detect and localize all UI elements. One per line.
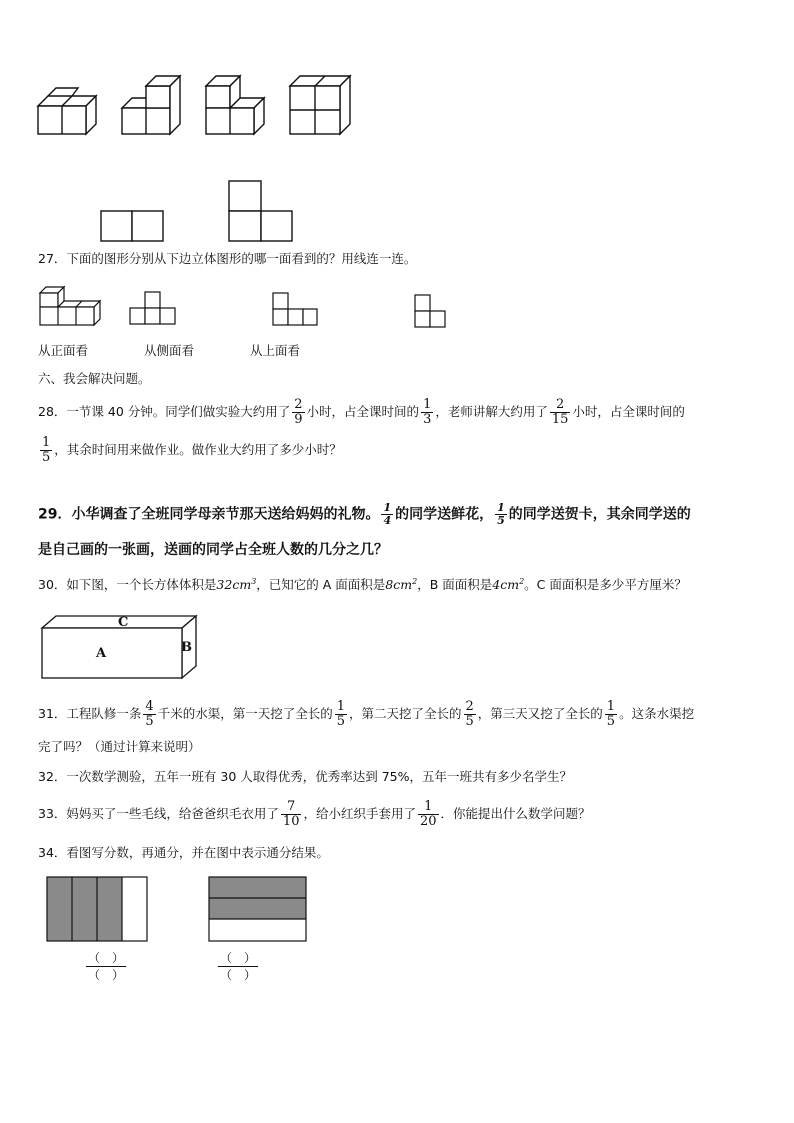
face-label-c: C (118, 615, 129, 630)
question-31-line1: 31．工程队修一条 $\frac{4}{5}$ 千米的水渠，第一天挖了全长的 $\frac{1}{5}$ ，第二天挖了全长的 $\frac{2}{5}$ ，第三天又挖了全长的 $\frac{1}{5}$ 。这条水渠挖 (38, 699, 695, 729)
question-29-line1: 29．小华调查了全班同学母亲节那天送给妈妈的礼物。 $\frac{1}{4}$ 的同学送鲜花， $\frac{1}{5}$ 的同学送贺卡，其余同学送的 (38, 501, 691, 527)
question-28-line1: 28．一节课 40 分钟。同学们做实验大约用了 $\frac{2}{9}$ 小时，占全课时间的 $\frac{1}{3}$ ，老师讲解大约用了 $\frac{2}{15}$ 小时，占全课时间的 (38, 397, 685, 427)
fraction-1-5: $\frac{1}{5}$ (42, 435, 51, 465)
q27-view-a (130, 291, 176, 325)
fraction-4-5: $\frac{4}{5}$ (145, 699, 154, 729)
section-heading: 六、我会解决问题。 (38, 371, 151, 386)
fraction-1-20: $\frac{1}{20}$ (419, 799, 437, 829)
q27-solid-figure (40, 285, 102, 327)
question-34: 34．看图写分数，再通分，并在图中表示通分结果。 (38, 845, 329, 860)
fraction-7-10: $\frac{7}{10}$ (282, 799, 300, 829)
question-33: 33．妈妈买了一些毛线，给爸爸织毛衣用了 $\frac{7}{10}$ ，给小红织手套用了 $\frac{1}{20}$ ．你能提出什么数学问题？ (38, 799, 591, 829)
q27-view-b (272, 292, 318, 326)
fraction-1-5-a: $\frac{1}{5}$ (336, 699, 345, 729)
fraction-diagram-vertical (46, 876, 150, 942)
fraction-1-3: $\frac{1}{3}$ (423, 397, 432, 427)
question-27: 27．下面的图形分别从下边立体图形的哪一面看到的？用线连一连。 (38, 251, 417, 266)
view-label-top: 从上面看 (250, 343, 301, 358)
face-label-a: A (96, 646, 107, 661)
view-figure-2 (228, 180, 294, 242)
solid-figure-4 (290, 76, 354, 136)
view-figure-1 (100, 210, 166, 242)
view-label-front: 从正面看 (38, 343, 89, 358)
view-label-side: 从侧面看 (144, 343, 195, 358)
solid-figure-2 (122, 76, 184, 136)
answer-blank-1[interactable]: $\frac{( )}{( )}$ (88, 951, 125, 982)
question-31-line2: 完了吗？（通过计算来说明） (38, 739, 201, 754)
solid-figure-3 (206, 76, 268, 136)
solid-figure-1 (38, 94, 100, 136)
fraction-2-15: $\frac{2}{15}$ (551, 397, 569, 427)
fraction-1-5: $\frac{1}{5}$ (497, 501, 505, 527)
question-32: 32．一次数学测验，五年一班有 30 人取得优秀，优秀率达到 75%，五年一班共有多少名学生？ (38, 769, 573, 784)
fraction-2-5: $\frac{2}{5}$ (465, 699, 474, 729)
question-28-line2: $\frac{1}{5}$ ，其余时间用来做作业。做作业大约用了多少小时？ (42, 435, 342, 465)
fraction-1-5-b: $\frac{1}{5}$ (606, 699, 616, 729)
q27-view-c (414, 294, 448, 328)
question-29-line2: 是自己画的一张画，送画的同学占全班人数的几分之几？ (38, 542, 388, 558)
question-30: 30．如下图，一个长方体体积是$32cm^3$，已知它的 A 面面积是$8cm^2$，B 面面积是$4cm^2$。C 面面积是多少平方厘米？ (38, 577, 687, 593)
answer-blank-2[interactable]: $\frac{( )}{( )}$ (220, 951, 257, 982)
fraction-1-4: $\frac{1}{4}$ (383, 501, 392, 527)
fraction-diagram-horizontal (208, 876, 308, 942)
face-label-b: B (181, 640, 192, 655)
fraction-2-9: $\frac{2}{9}$ (294, 397, 303, 427)
